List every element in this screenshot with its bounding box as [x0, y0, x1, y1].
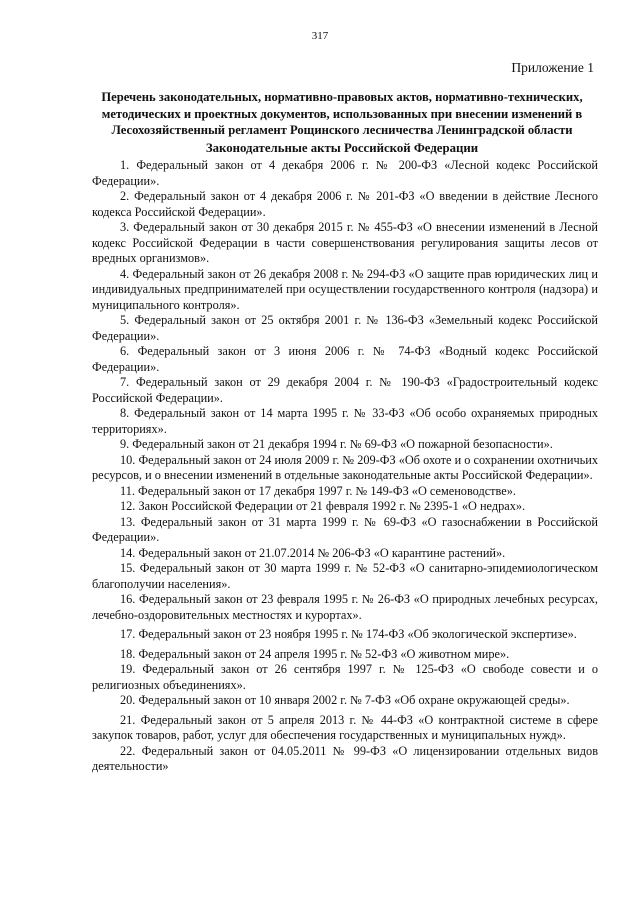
list-item: 11. Федеральный закон от 17 декабря 1997 г. № 149-ФЗ «О семеноводстве». — [120, 483, 516, 498]
list-item: 4. Федеральный закон от 26 декабря 2008 г. № 294-ФЗ «О защите прав юридических лиц и индивидуальных предпринимателей при осуществлении государственного контроля (надзора) и муниципального контроля». — [92, 266, 598, 312]
list-item: 5. Федеральный закон от 25 октября 2001 г. № 136-ФЗ «Земельный кодекс Российской Федерации». — [92, 313, 598, 343]
list-item: 3. Федеральный закон от 30 декабря 2015 г. № 455-ФЗ «О внесении изменений в Лесной кодекс Российской Федерации в части совершенствования регулирования защиты лесов от вредных организмов». — [92, 220, 598, 265]
page-number: 317 — [311, 30, 329, 42]
list-item: 14. Федеральный закон от 21.07.2014 № 206-ФЗ «О карантине растений». — [120, 545, 506, 560]
list-item: 12. Закон Российской Федерации от 21 февраля 1992 г. № 2395-1 «О недрах». — [120, 499, 526, 513]
appendix-label: Приложение 1 — [511, 60, 594, 75]
list-item: 19. Федеральный закон от 26 сентября 1997 г. № 125-ФЗ «О свободе совести и о религиозных объединениях». — [92, 662, 598, 692]
list-item: 21. Федеральный закон от 5 апреля 2013 г. № 44-ФЗ «О контрактной системе в сфере закупок товаров, работ, услуг для обеспечения государственных и муниципальных нужд». — [92, 712, 598, 742]
list-item: 20. Федеральный закон от 10 января 2002 г. № 7-ФЗ «Об охране окружающей среды». — [120, 693, 570, 707]
list-item: 22. Федеральный закон от 04.05.2011 № 99-ФЗ «О лицензировании отдельных видов деятельности» — [92, 743, 598, 773]
list-item: 18. Федеральный закон от 24 апреля 1995 г. № 52-ФЗ «О животном мире». — [120, 646, 510, 661]
document-title: Перечень законодательных, нормативно-правовых актов, нормативно-технических, методических и проектных документов, использованных при внесении изменений в Лесохозяйственный регламент Рощинского лесничества Ленинградской области — [101, 90, 583, 137]
legislation-list — [92, 158, 598, 775]
list-item: 9. Федеральный закон от 21 декабря 1994 г. № 69-ФЗ «О пожарной безопасности». — [120, 437, 553, 451]
list-item: 6. Федеральный закон от 3 июня 2006 г. № 74-ФЗ «Водный кодекс Российской Федерации». — [92, 344, 598, 374]
section-subtitle: Законодательные акты Российской Федерации — [205, 141, 479, 155]
list-item: 8. Федеральный закон от 14 марта 1995 г. № 33-ФЗ «Об особо охраняемых природных территориях». — [92, 406, 598, 436]
list-item: 17. Федеральный закон от 23 ноября 1995 г. № 174-ФЗ «Об экологической экспертизе». — [120, 627, 577, 641]
list-item: 15. Федеральный закон от 30 марта 1999 г. № 52-ФЗ «О санитарно-эпидемиологическом благополучии населения». — [92, 561, 598, 591]
list-item: 16. Федеральный закон от 23 февраля 1995 г. № 26-ФЗ «О природных лечебных ресурсах, лечебно-оздоровительных местностях и курортах». — [92, 592, 598, 622]
list-item: 7. Федеральный закон от 29 декабря 2004 г. № 190-ФЗ «Градостроительный кодекс Российской Федерации». — [92, 375, 598, 405]
list-item: 1. Федеральный закон от 4 декабря 2006 г. № 200-ФЗ «Лесной кодекс Российской Федерации». — [92, 158, 598, 188]
list-item: 10. Федеральный закон от 24 июля 2009 г. № 209-ФЗ «Об охоте и о сохранении охотничьих ресурсов, и о внесении изменений в отдельные законодательные акты Российской Федерации». — [92, 452, 598, 482]
list-item: 2. Федеральный закон от 4 декабря 2006 г. № 201-ФЗ «О введении в действие Лесного кодекса Российской Федерации». — [92, 189, 598, 219]
list-item: 13. Федеральный закон от 31 марта 1999 г. № 69-ФЗ «О газоснабжении в Российской Федерации». — [92, 514, 598, 544]
